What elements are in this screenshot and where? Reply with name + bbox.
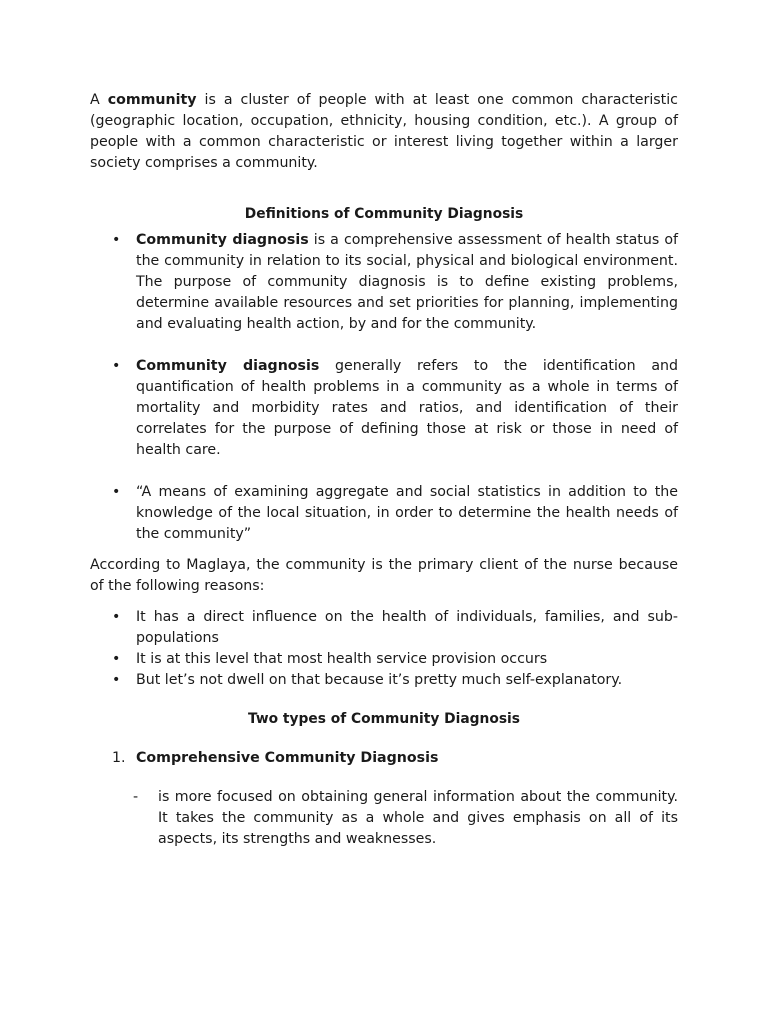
definition-quote: “A means of examining aggregate and social statistics in addition to the knowledge of the local situation, in order to determine the health needs of the community”	[136, 484, 678, 542]
intro-text: is a cluster of people with at least one common characteristic (geographic location, occupation, ethnicity, housing condition, etc.). A group of people with a common characteristic or interest living together within a larger society comprises a community.	[90, 92, 678, 171]
intro-term: community	[107, 92, 197, 108]
reason-text: It has a direct influence on the health of individuals, families, and sub-populations	[136, 609, 678, 646]
maglaya-paragraph: According to Maglaya, the community is the primary client of the nurse because of the following reasons:	[90, 557, 678, 594]
bullet-icon: •	[112, 609, 121, 625]
document-body	[90, 90, 678, 850]
type-item	[90, 748, 678, 769]
bullet-icon: •	[112, 651, 121, 667]
type-description	[90, 787, 678, 850]
bullet-icon: •	[112, 358, 121, 374]
type-description-text: is more focused on obtaining general information about the community. It takes the community as a whole and gives emphasis on all of its aspects, its strengths and weaknesses.	[158, 789, 678, 847]
intro-paragraph	[90, 90, 678, 174]
reasons-list	[90, 607, 678, 691]
definition-item	[90, 230, 678, 335]
intro-prefix: A	[90, 92, 108, 108]
definitions-list	[90, 230, 678, 545]
definition-item	[90, 482, 678, 545]
bullet-icon: •	[112, 484, 121, 500]
definition-text: is a comprehensive assessment of health status of the community in relation to its social, physical and biological environment. The purpose of community diagnosis is to define existing problems, determine available resources and set priorities for planning, implementing and evaluating health action, by and for the community.	[136, 232, 679, 332]
definition-text: generally refers to the identification and quantification of health problems in a community as a whole in terms of mortality and morbidity rates and ratios, and identification of their correlates for the purpose of defining those at risk or those in need of health care.	[136, 358, 679, 458]
reason-text: But let’s not dwell on that because it’s pretty much self-explanatory.	[136, 672, 623, 688]
reason-text: It is at this level that most health service provision occurs	[136, 651, 548, 667]
bullet-icon: •	[112, 232, 121, 248]
bullet-icon: •	[112, 672, 121, 688]
definition-term: Community diagnosis	[136, 358, 320, 374]
reason-item	[90, 607, 678, 649]
types-heading: Two types of Community Diagnosis	[248, 711, 520, 727]
definitions-heading: Definitions of Community Diagnosis	[244, 206, 524, 222]
type-title: Comprehensive Community Diagnosis	[136, 750, 439, 766]
definition-item	[90, 356, 678, 461]
definition-term: Community diagnosis	[136, 232, 309, 248]
dash-icon: -	[133, 789, 139, 805]
reason-item	[90, 649, 678, 670]
reason-item	[90, 670, 678, 691]
type-number: 1.	[112, 750, 126, 766]
